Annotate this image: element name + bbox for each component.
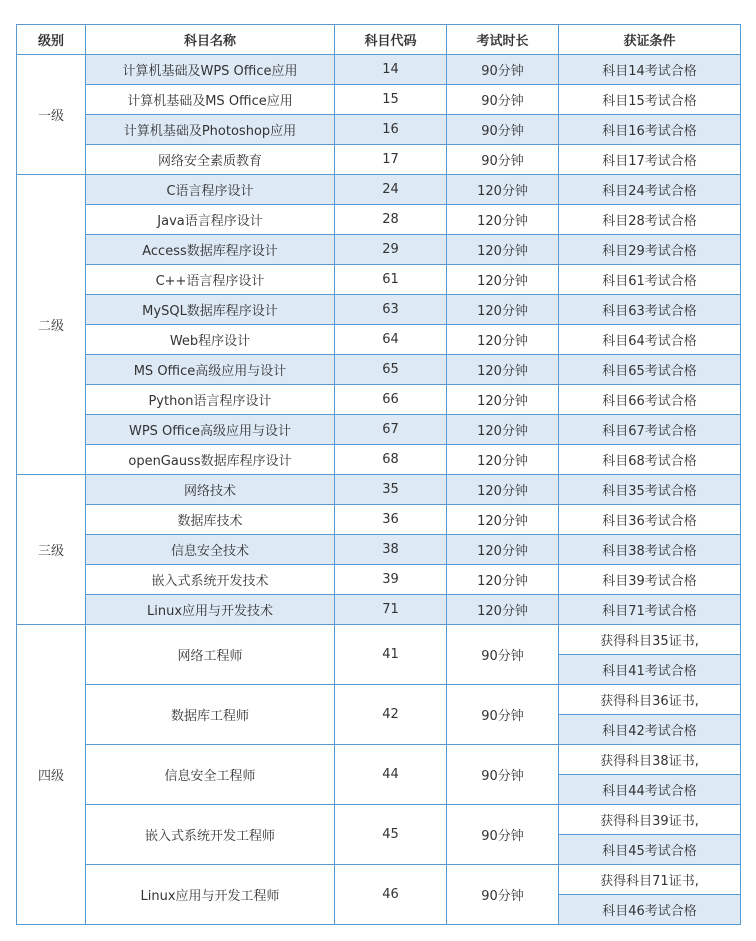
table-row	[17, 445, 741, 475]
certification-condition: 科目63考试合格	[559, 295, 741, 325]
certification-condition: 科目71考试合格	[559, 595, 741, 625]
subject-name: C语言程序设计	[86, 175, 335, 205]
subject-code: 16	[335, 115, 447, 145]
certification-condition: 科目67考试合格	[559, 415, 741, 445]
exam-duration: 120分钟	[447, 325, 559, 355]
header-exam-duration: 考试时长	[447, 25, 559, 55]
certification-condition: 科目16考试合格	[559, 115, 741, 145]
table-row	[17, 265, 741, 295]
exam-duration: 120分钟	[447, 595, 559, 625]
exam-duration: 120分钟	[447, 235, 559, 265]
table-row	[17, 805, 741, 835]
table-row	[17, 355, 741, 385]
certification-condition: 科目45考试合格	[559, 835, 741, 865]
level-cell: 二级	[17, 175, 86, 475]
subject-name: 信息安全工程师	[86, 745, 335, 805]
subject-name: Python语言程序设计	[86, 385, 335, 415]
header-subject-name: 科目名称	[86, 25, 335, 55]
header-level: 级别	[17, 25, 86, 55]
exam-duration: 120分钟	[447, 415, 559, 445]
subject-code: 44	[335, 745, 447, 805]
table-row	[17, 175, 741, 205]
subject-code: 15	[335, 85, 447, 115]
subject-code: 45	[335, 805, 447, 865]
certification-prerequisite: 获得科目36证书,	[559, 685, 741, 715]
certification-condition: 科目68考试合格	[559, 445, 741, 475]
exam-duration: 120分钟	[447, 265, 559, 295]
certification-prerequisite: 获得科目39证书,	[559, 805, 741, 835]
exam-duration: 90分钟	[447, 865, 559, 925]
table-row	[17, 595, 741, 625]
exam-duration: 90分钟	[447, 685, 559, 745]
subject-name: 嵌入式系统开发工程师	[86, 805, 335, 865]
subject-name: Linux应用与开发工程师	[86, 865, 335, 925]
subject-name: 计算机基础及WPS Office应用	[86, 55, 335, 85]
subject-name: 数据库技术	[86, 505, 335, 535]
subject-name: openGauss数据库程序设计	[86, 445, 335, 475]
certification-condition: 科目39考试合格	[559, 565, 741, 595]
exam-subjects-table	[16, 24, 741, 925]
subject-name: 网络技术	[86, 475, 335, 505]
exam-duration: 120分钟	[447, 295, 559, 325]
subject-name: 计算机基础及MS Office应用	[86, 85, 335, 115]
subject-code: 71	[335, 595, 447, 625]
subject-code: 41	[335, 625, 447, 685]
table-row	[17, 745, 741, 775]
subject-code: 38	[335, 535, 447, 565]
certification-condition: 科目42考试合格	[559, 715, 741, 745]
certification-condition: 科目64考试合格	[559, 325, 741, 355]
subject-code: 64	[335, 325, 447, 355]
subject-code: 24	[335, 175, 447, 205]
certification-condition: 科目66考试合格	[559, 385, 741, 415]
exam-duration: 90分钟	[447, 55, 559, 85]
subject-name: Web程序设计	[86, 325, 335, 355]
level-cell: 四级	[17, 625, 86, 925]
table-row	[17, 235, 741, 265]
table-row	[17, 115, 741, 145]
table-row	[17, 205, 741, 235]
exam-duration: 120分钟	[447, 475, 559, 505]
table-row	[17, 565, 741, 595]
subject-name: Linux应用与开发技术	[86, 595, 335, 625]
subject-code: 39	[335, 565, 447, 595]
exam-duration: 120分钟	[447, 565, 559, 595]
level-cell: 三级	[17, 475, 86, 625]
subject-code: 46	[335, 865, 447, 925]
exam-duration: 90分钟	[447, 625, 559, 685]
subject-name: 数据库工程师	[86, 685, 335, 745]
header-certification-condition: 获证条件	[559, 25, 741, 55]
certification-condition: 科目35考试合格	[559, 475, 741, 505]
exam-duration: 120分钟	[447, 445, 559, 475]
subject-code: 61	[335, 265, 447, 295]
certification-condition: 科目28考试合格	[559, 205, 741, 235]
certification-condition: 科目24考试合格	[559, 175, 741, 205]
exam-duration: 120分钟	[447, 535, 559, 565]
exam-duration: 120分钟	[447, 505, 559, 535]
certification-condition: 科目17考试合格	[559, 145, 741, 175]
exam-duration: 90分钟	[447, 145, 559, 175]
header-subject-code: 科目代码	[335, 25, 447, 55]
table-row	[17, 415, 741, 445]
table-row	[17, 325, 741, 355]
subject-code: 63	[335, 295, 447, 325]
certification-condition: 科目38考试合格	[559, 535, 741, 565]
table-row	[17, 55, 741, 85]
subject-name: MS Office高级应用与设计	[86, 355, 335, 385]
subject-name: 网络安全素质教育	[86, 145, 335, 175]
certification-condition: 科目61考试合格	[559, 265, 741, 295]
subject-code: 66	[335, 385, 447, 415]
exam-duration: 90分钟	[447, 115, 559, 145]
certification-condition: 科目15考试合格	[559, 85, 741, 115]
certification-prerequisite: 获得科目38证书,	[559, 745, 741, 775]
certification-condition: 科目46考试合格	[559, 895, 741, 925]
subject-code: 36	[335, 505, 447, 535]
subject-code: 29	[335, 235, 447, 265]
certification-condition: 科目44考试合格	[559, 775, 741, 805]
certification-condition: 科目29考试合格	[559, 235, 741, 265]
table-row	[17, 865, 741, 895]
subject-code: 68	[335, 445, 447, 475]
certification-condition: 科目36考试合格	[559, 505, 741, 535]
certification-condition: 科目65考试合格	[559, 355, 741, 385]
subject-name: Access数据库程序设计	[86, 235, 335, 265]
table-row	[17, 145, 741, 175]
exam-duration: 120分钟	[447, 175, 559, 205]
table-row	[17, 475, 741, 505]
table-row	[17, 625, 741, 655]
subject-name: Java语言程序设计	[86, 205, 335, 235]
exam-duration: 90分钟	[447, 745, 559, 805]
header-row	[17, 25, 741, 55]
subject-name: 计算机基础及Photoshop应用	[86, 115, 335, 145]
subject-name: 网络工程师	[86, 625, 335, 685]
certification-condition: 科目14考试合格	[559, 55, 741, 85]
table-row	[17, 295, 741, 325]
exam-duration: 120分钟	[447, 205, 559, 235]
subject-name: 嵌入式系统开发技术	[86, 565, 335, 595]
certification-prerequisite: 获得科目71证书,	[559, 865, 741, 895]
table-row	[17, 505, 741, 535]
subject-name: MySQL数据库程序设计	[86, 295, 335, 325]
subject-name: 信息安全技术	[86, 535, 335, 565]
subject-code: 17	[335, 145, 447, 175]
exam-duration: 90分钟	[447, 85, 559, 115]
exam-duration: 120分钟	[447, 355, 559, 385]
table-row	[17, 535, 741, 565]
table-row	[17, 85, 741, 115]
exam-duration: 120分钟	[447, 385, 559, 415]
subject-name: C++语言程序设计	[86, 265, 335, 295]
subject-code: 65	[335, 355, 447, 385]
subject-name: WPS Office高级应用与设计	[86, 415, 335, 445]
table-row	[17, 685, 741, 715]
certification-prerequisite: 获得科目35证书,	[559, 625, 741, 655]
table-row	[17, 385, 741, 415]
subject-code: 35	[335, 475, 447, 505]
exam-duration: 90分钟	[447, 805, 559, 865]
subject-code: 28	[335, 205, 447, 235]
subject-code: 67	[335, 415, 447, 445]
level-cell: 一级	[17, 55, 86, 175]
subject-code: 42	[335, 685, 447, 745]
certification-condition: 科目41考试合格	[559, 655, 741, 685]
subject-code: 14	[335, 55, 447, 85]
